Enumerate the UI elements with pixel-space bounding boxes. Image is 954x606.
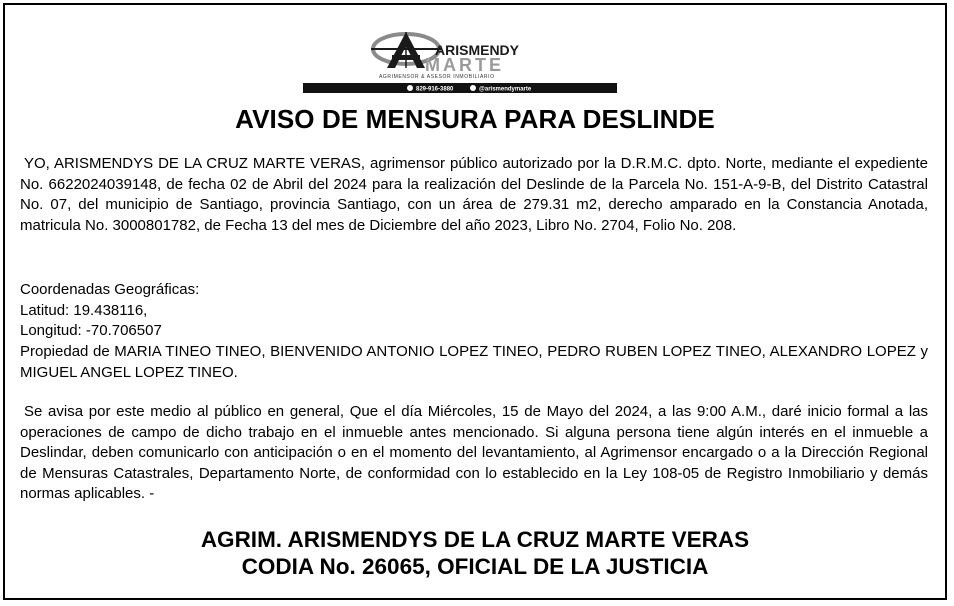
latitude-value: Latitud: 19.438116, (20, 301, 148, 319)
instagram-icon (470, 85, 476, 91)
announcement-paragraph: Se avisa por este medio al público en general, Que el día Miércoles, 15 de Mayo del 2024, a las 9:00 A.M., daré inicio formal a las operaciones de campo de dicho trabajo en el inmueble antes mencionado. Si alguna persona tiene algún interés en el inmueble a Deslindar, deben comunicarlo con anticipación o en el momento del levantamiento, al Agrimensor encargado o a la Dirección Regional de Mensuras Catastrales, Departamento Norte, de conformidad con lo establecido en la Ley 108-05 de Registro Inmobiliario y demás normas aplicables. - (20, 403, 928, 502)
logo-phone: 829-916-3880 (416, 86, 454, 93)
logo-social: @arismendymarte (479, 86, 532, 93)
notice-title: AVISO DE MENSURA PARA DESLINDE (235, 104, 715, 134)
logo-brand-top: ARISMENDY (435, 42, 520, 58)
coordinates-heading: Coordenadas Geográficas: (20, 281, 200, 298)
phone-icon (407, 85, 413, 91)
signature-block (0, 526, 950, 580)
owners-paragraph: Propiedad de MARIA TINEO TINEO, BIENVENIDO ANTONIO LOPEZ TINEO, PEDRO RUBEN LOPEZ TINEO, ALEXANDRO LOPEZ y MIGUEL ANGEL LOPEZ TINEO. (20, 343, 928, 381)
coordinates-block (20, 280, 928, 342)
logo-tagline: AGRIMENSOR & ASESOR INMOBILIARIO (379, 74, 495, 80)
logo-contact-bar (303, 83, 617, 93)
signature-name: AGRIM. ARISMENDYS DE LA CRUZ MARTE VERAS (200, 527, 750, 552)
intro-paragraph: YO, ARISMENDYS DE LA CRUZ MARTE VERAS, agrimensor público autorizado por la D.R.M.C. dpto. Norte, mediante el expediente No. 6622024039148, de fecha 02 de Abril del 2024 para la realización del Deslinde de la Parcela No. 151-A-9-B, del Distrito Catastral No. 07, del municipio de Santiago, provincia Santiago, con un área de 279.31 m2, derecho amparado en la Constancia Anotada, matricula No. 3000801782, de Fecha 13 del mes de Diciembre del año 2023, Libro No. 2704, Folio No. 208. (20, 155, 928, 234)
signature-credential: CODIA No. 26065, OFICIAL DE LA JUSTICIA (241, 554, 709, 579)
logo-brand-bottom: MARTE (425, 55, 504, 75)
company-logo (303, 28, 617, 94)
longitude-value: Longitud: -70.706507 (20, 322, 162, 339)
